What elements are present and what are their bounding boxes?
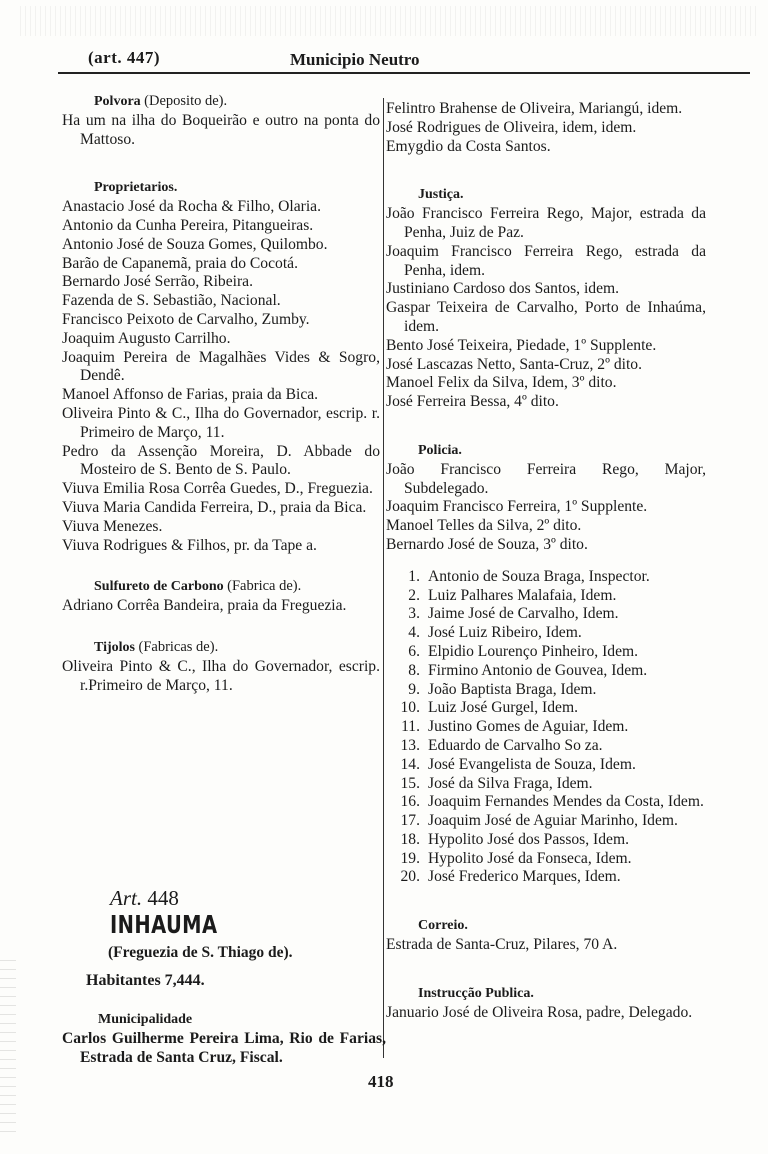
list-item: Joaquim Francisco Ferreira, 1º Supplente. xyxy=(386,498,648,516)
inspector-item: 2. Luiz Palhares Malafaia, Idem. xyxy=(408,586,617,604)
list-item: Bento José Teixeira, Piedade, 1º Supplente. xyxy=(386,336,657,354)
inspector-item: 17. Joaquim José de Aguiar Marinho, Idem. xyxy=(400,812,678,830)
list-item: Viuva Menezes. xyxy=(62,517,163,535)
inspector-item: 16. Joaquim Fernandes Mendes da Costa, Idem. xyxy=(400,793,704,811)
list-item: Francisco Peixoto de Carvalho, Zumby. xyxy=(62,310,310,328)
list-item: João Francisco Ferreira Rego, Major, estrada da Penha, Juiz de Paz. xyxy=(386,205,706,241)
inspector-item: 14. José Evangelista de Souza, Idem. xyxy=(400,755,636,773)
section-heading-sulfureto: Sulfureto de Carbono (Fabrica de). xyxy=(94,578,302,595)
list-item: Manoel Telles da Silva, 2º dito. xyxy=(386,517,582,535)
scan-edge-specks xyxy=(0,960,16,1140)
list-item: Barão de Capanemã, praia do Cocotá. xyxy=(62,254,298,272)
municipalidade-entry: Carlos Guilherme Pereira Lima, Rio de Farias, Estrada de Santa Cruz, Fiscal. xyxy=(62,1030,386,1066)
list-item: Manoel Affonso de Farias, praia da Bica. xyxy=(62,386,319,404)
list-item: José Ferreira Bessa, 4º dito. xyxy=(386,393,559,411)
running-header-title: Municipio Neutro xyxy=(290,50,420,69)
inspector-item: 9. João Baptista Braga, Idem. xyxy=(408,680,597,698)
scan-noise xyxy=(20,6,760,36)
list-item: Justiniano Cardoso dos Santos, idem. xyxy=(386,280,620,298)
list-item: Bernardo José de Souza, 3º dito. xyxy=(386,535,588,553)
column-divider xyxy=(383,98,384,1058)
inspector-item: 11. Justino Gomes de Aguiar, Idem. xyxy=(401,718,629,736)
place-title: INHAUMA xyxy=(110,910,218,939)
correio-entry: Estrada de Santa-Cruz, Pilares, 70 A. xyxy=(386,936,618,954)
inspector-item: 18. Hypolito José dos Passos, Idem. xyxy=(400,830,629,848)
section-heading-justica: Justiça. xyxy=(418,187,464,203)
sulfureto-entry: Adriano Corrêa Bandeira, praia da Freguezia. xyxy=(62,597,347,615)
list-item: José Rodrigues de Oliveira, idem, idem. xyxy=(386,118,637,136)
list-item: Manoel Felix da Silva, Idem, 3º dito. xyxy=(386,374,617,392)
right-column xyxy=(386,100,706,1022)
inspector-item: 6. Elpidio Lourenço Pinheiro, Idem. xyxy=(408,642,639,660)
inspector-item: 1. Antonio de Souza Braga, Inspector. xyxy=(408,567,650,585)
list-item: Joaquim Augusto Carrilho. xyxy=(62,329,231,347)
list-item: Anastacio José da Rocha & Filho, Olaria. xyxy=(62,198,321,216)
inspector-item: 10. Luiz José Gurgel, Idem. xyxy=(400,699,578,717)
section-heading-municipalidade: Municipalidade xyxy=(98,1012,193,1027)
left-column xyxy=(62,92,380,695)
section-heading-tijolos: Tijolos (Fabricas de). xyxy=(94,638,219,655)
inspector-item: 4. José Luiz Ribeiro, Idem. xyxy=(408,624,582,642)
inspector-item: 13. Eduardo de Carvalho So za. xyxy=(400,736,603,754)
list-item: Joaquim Francisco Ferreira Rego, estrada da Penha, idem. xyxy=(386,242,706,279)
list-item: Felintro Brahense de Oliveira, Mariangú, idem. xyxy=(386,100,683,117)
list-item: Joaquim Pereira de Magalhães Vides & Sogro, Dendê. xyxy=(62,348,380,385)
list-item: João Francisco Ferreira Rego, Major, Subdelegado. xyxy=(386,460,706,497)
inspector-item: 20. José Frederico Marques, Idem. xyxy=(400,868,621,886)
article-number: Art. 448 xyxy=(110,886,179,910)
habitantes-line: Habitantes 7,444. xyxy=(86,972,205,989)
list-item: Fazenda de S. Sebastião, Nacional. xyxy=(62,292,281,310)
list-item: Bernardo José Serrão, Ribeira. xyxy=(62,273,253,291)
section-heading-instrucao: Instrucção Publica. xyxy=(418,985,534,1001)
list-item: José Lascazas Netto, Santa-Cruz, 2º dito. xyxy=(386,355,642,373)
page-number: 418 xyxy=(368,1072,394,1091)
section-heading-proprietarios: Proprietarios. xyxy=(94,180,178,196)
running-header-article: (art. 447) xyxy=(88,48,161,67)
list-item: Antonio da Cunha Pereira, Pitangueiras. xyxy=(62,216,314,234)
section-heading-polvora: Polvora (Deposito de). xyxy=(94,93,228,109)
inspector-item: 15. José da Silva Fraga, Idem. xyxy=(400,774,593,792)
list-item: Gaspar Teixeira de Carvalho, Porto de Inhaúma, idem. xyxy=(386,299,706,335)
instrucao-entry: Januario José de Oliveira Rosa, padre, Delegado. xyxy=(386,1003,693,1021)
tijolos-entry: Oliveira Pinto & C., Ilha do Governador, escrip. r.Primeiro de Março, 11. xyxy=(62,657,380,694)
header-rule xyxy=(58,72,750,74)
section-heading-correio: Correio. xyxy=(418,918,468,934)
list-item: Viuva Emilia Rosa Corrêa Guedes, D., Freguezia. xyxy=(62,480,373,498)
list-item: Antonio José de Souza Gomes, Quilombo. xyxy=(62,235,328,253)
section-heading-policia: Policia. xyxy=(418,442,462,458)
inspector-item: 19. Hypolito José da Fonseca, Idem. xyxy=(400,849,632,867)
inspector-item: 3. Jaime José de Carvalho, Idem. xyxy=(408,605,619,623)
list-item: Viuva Rodrigues & Filhos, pr. da Tape a. xyxy=(62,536,317,554)
freguezia-line: (Freguezia de S. Thiago de). xyxy=(108,944,293,961)
list-item: Pedro da Assenção Moreira, D. Abbade do Mosteiro de S. Bento de S. Paulo. xyxy=(62,442,380,479)
list-item: Oliveira Pinto & C., Ilha do Governador, escrip. r. Primeiro de Março, 11. xyxy=(62,404,380,441)
list-item: Viuva Maria Candida Ferreira, D., praia da Bica. xyxy=(62,498,367,516)
polvora-entry: Ha um na ilha do Boqueirão e outro na ponta do Mattoso. xyxy=(62,111,380,148)
list-item: Emygdio da Costa Santos. xyxy=(386,137,551,155)
inspector-item: 8. Firmino Antonio de Gouvea, Idem. xyxy=(408,661,648,679)
